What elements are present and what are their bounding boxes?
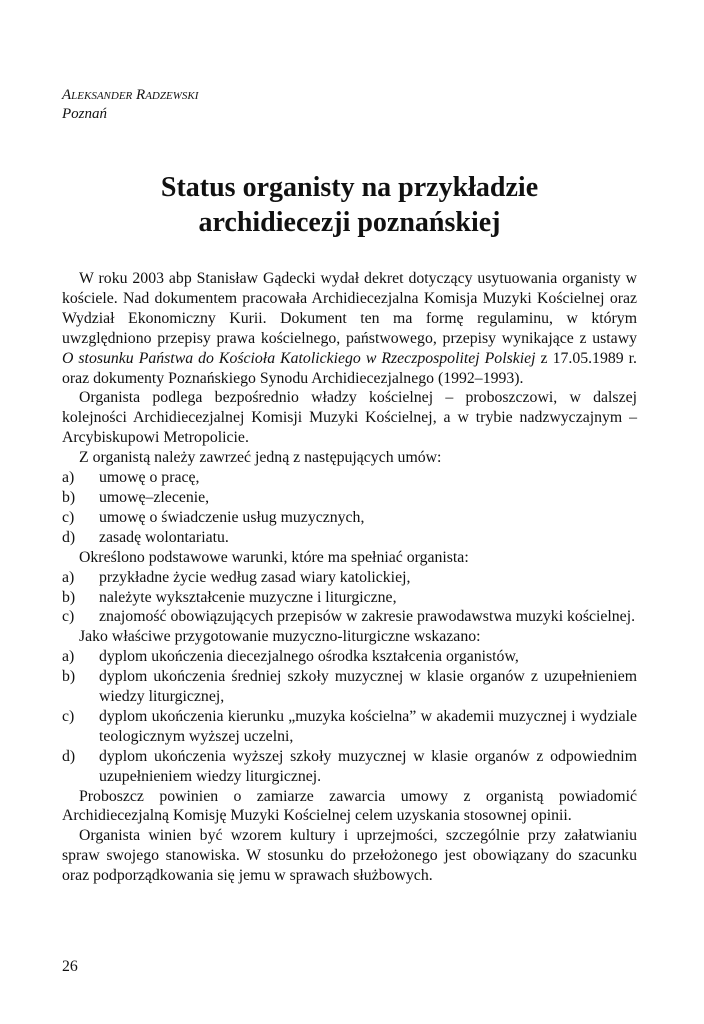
list-item <box>62 667 637 707</box>
list-marker: b) <box>62 588 76 606</box>
list-item-text: należyte wykształcenie muzyczne i liturgiczne, <box>99 588 397 606</box>
paragraph-5: Jako właściwe przygotowanie muzyczno-liturgiczne wskazano: <box>79 628 481 646</box>
list-item <box>62 588 637 608</box>
title-line-2: archidiecezji poznańskiej <box>198 207 501 238</box>
list-item <box>62 468 637 488</box>
list-item-text: umowę o pracę, <box>99 469 200 487</box>
list-item-text: przykładne życie według zasad wiary katolickiej, <box>99 568 411 586</box>
list-item <box>62 707 637 747</box>
list-item <box>62 528 637 548</box>
paragraph-6: Proboszcz powinien o zamiarze zawarcia umowy z organistą powiadomić Archidiecezjalną Komisję Muzyki Kościelnej celem uzyskania stosownej opinii. <box>62 787 637 825</box>
article-body <box>62 269 637 886</box>
list-marker: a) <box>62 648 75 666</box>
contract-types-list <box>62 468 637 548</box>
statute-title: O stosunku Państwa do Kościoła Katolickiego w Rzeczpospolitej Polskiej <box>62 349 536 367</box>
list-item-text: dyplom ukończenia średniej szkoły muzycznej w klasie organów z uzupełnieniem wiedzy liturgicznej, <box>99 668 637 706</box>
list-marker: d) <box>62 747 76 765</box>
list-item <box>62 508 637 528</box>
list-item-text: zasadę wolontariatu. <box>99 528 229 546</box>
list-marker: b) <box>62 488 76 506</box>
list-marker: c) <box>62 608 75 626</box>
paragraph-1-text-a: W roku 2003 abp Stanisław Gądecki wydał dekret dotyczący usytuowania organisty w kościele. Nad dokumentem pracowała Archidiecezjalna Komisja Muzyki Kościelnej oraz Wydział Ekonomiczny Kurii. Dokument ten ma formę regulaminu, w którym uwzględniono przepisy prawa kościelnego, państwowego, przepisy wynikające z ustawy <box>62 270 637 347</box>
list-item-text: umowę o świadczenie usług muzycznych, <box>99 508 365 526</box>
list-marker: a) <box>62 568 75 586</box>
paragraph-7: Organista winien być wzorem kultury i uprzejmości, szczególnie przy załatwianiu spraw swojego stanowiska. W stosunku do przełożonego jest obowiązany do szacunku oraz podporządkowania się jemu w sprawach służbowych. <box>62 827 637 885</box>
list-item-text: znajomość obowiązujących przepisów w zakresie prawodawstwa muzyki kościelnej. <box>99 608 636 626</box>
list-item <box>62 647 637 667</box>
list-item <box>62 568 637 588</box>
list-marker: c) <box>62 707 75 725</box>
paragraph-1 <box>62 269 637 388</box>
requirements-list <box>62 568 637 628</box>
page-number: 26 <box>62 958 78 975</box>
paragraph-4: Określono podstawowe warunki, które ma spełniać organista: <box>79 548 469 566</box>
list-item <box>62 607 637 627</box>
paragraph-1-text-b: z 17.05.1989 r. oraz dokumenty Poznańskiego Synodu Archidiecezjalnego (1992–1993). <box>62 349 637 387</box>
title-line-1: Status organisty na przykładzie <box>160 172 539 203</box>
qualifications-list <box>62 647 637 786</box>
list-item-text: dyplom ukończenia kierunku „muzyka kościelna” w akademii muzycznej i wydziale teologicznym wyższej uczelni, <box>99 707 637 745</box>
list-item-text: dyplom ukończenia wyższej szkoły muzycznej w klasie organów z odpowiednim uzupełnieniem wiedzy liturgicznej. <box>99 747 637 785</box>
paragraph-2: Organista podlega bezpośrednio władzy kościelnej – proboszczowi, w dalszej kolejności Archidiecezjalnej Komisji Muzyki Kościelnej, a w trybie nadzwyczajnym – Arcybiskupowi Metropolicie. <box>62 389 637 447</box>
list-item <box>62 747 637 787</box>
author-name: Aleksander Radzewski <box>62 87 199 103</box>
list-marker: d) <box>62 528 76 546</box>
list-marker: c) <box>62 508 75 526</box>
paragraph-3: Z organistą należy zawrzeć jedną z następujących umów: <box>79 449 442 467</box>
list-marker: a) <box>62 469 75 487</box>
list-item-text: umowę–zlecenie, <box>99 488 210 506</box>
list-marker: b) <box>62 668 76 686</box>
list-item <box>62 488 637 508</box>
article-title <box>62 170 637 240</box>
author-affiliation: Poznań <box>62 106 107 122</box>
list-item-text: dyplom ukończenia diecezjalnego ośrodka kształcenia organistów, <box>99 648 519 666</box>
